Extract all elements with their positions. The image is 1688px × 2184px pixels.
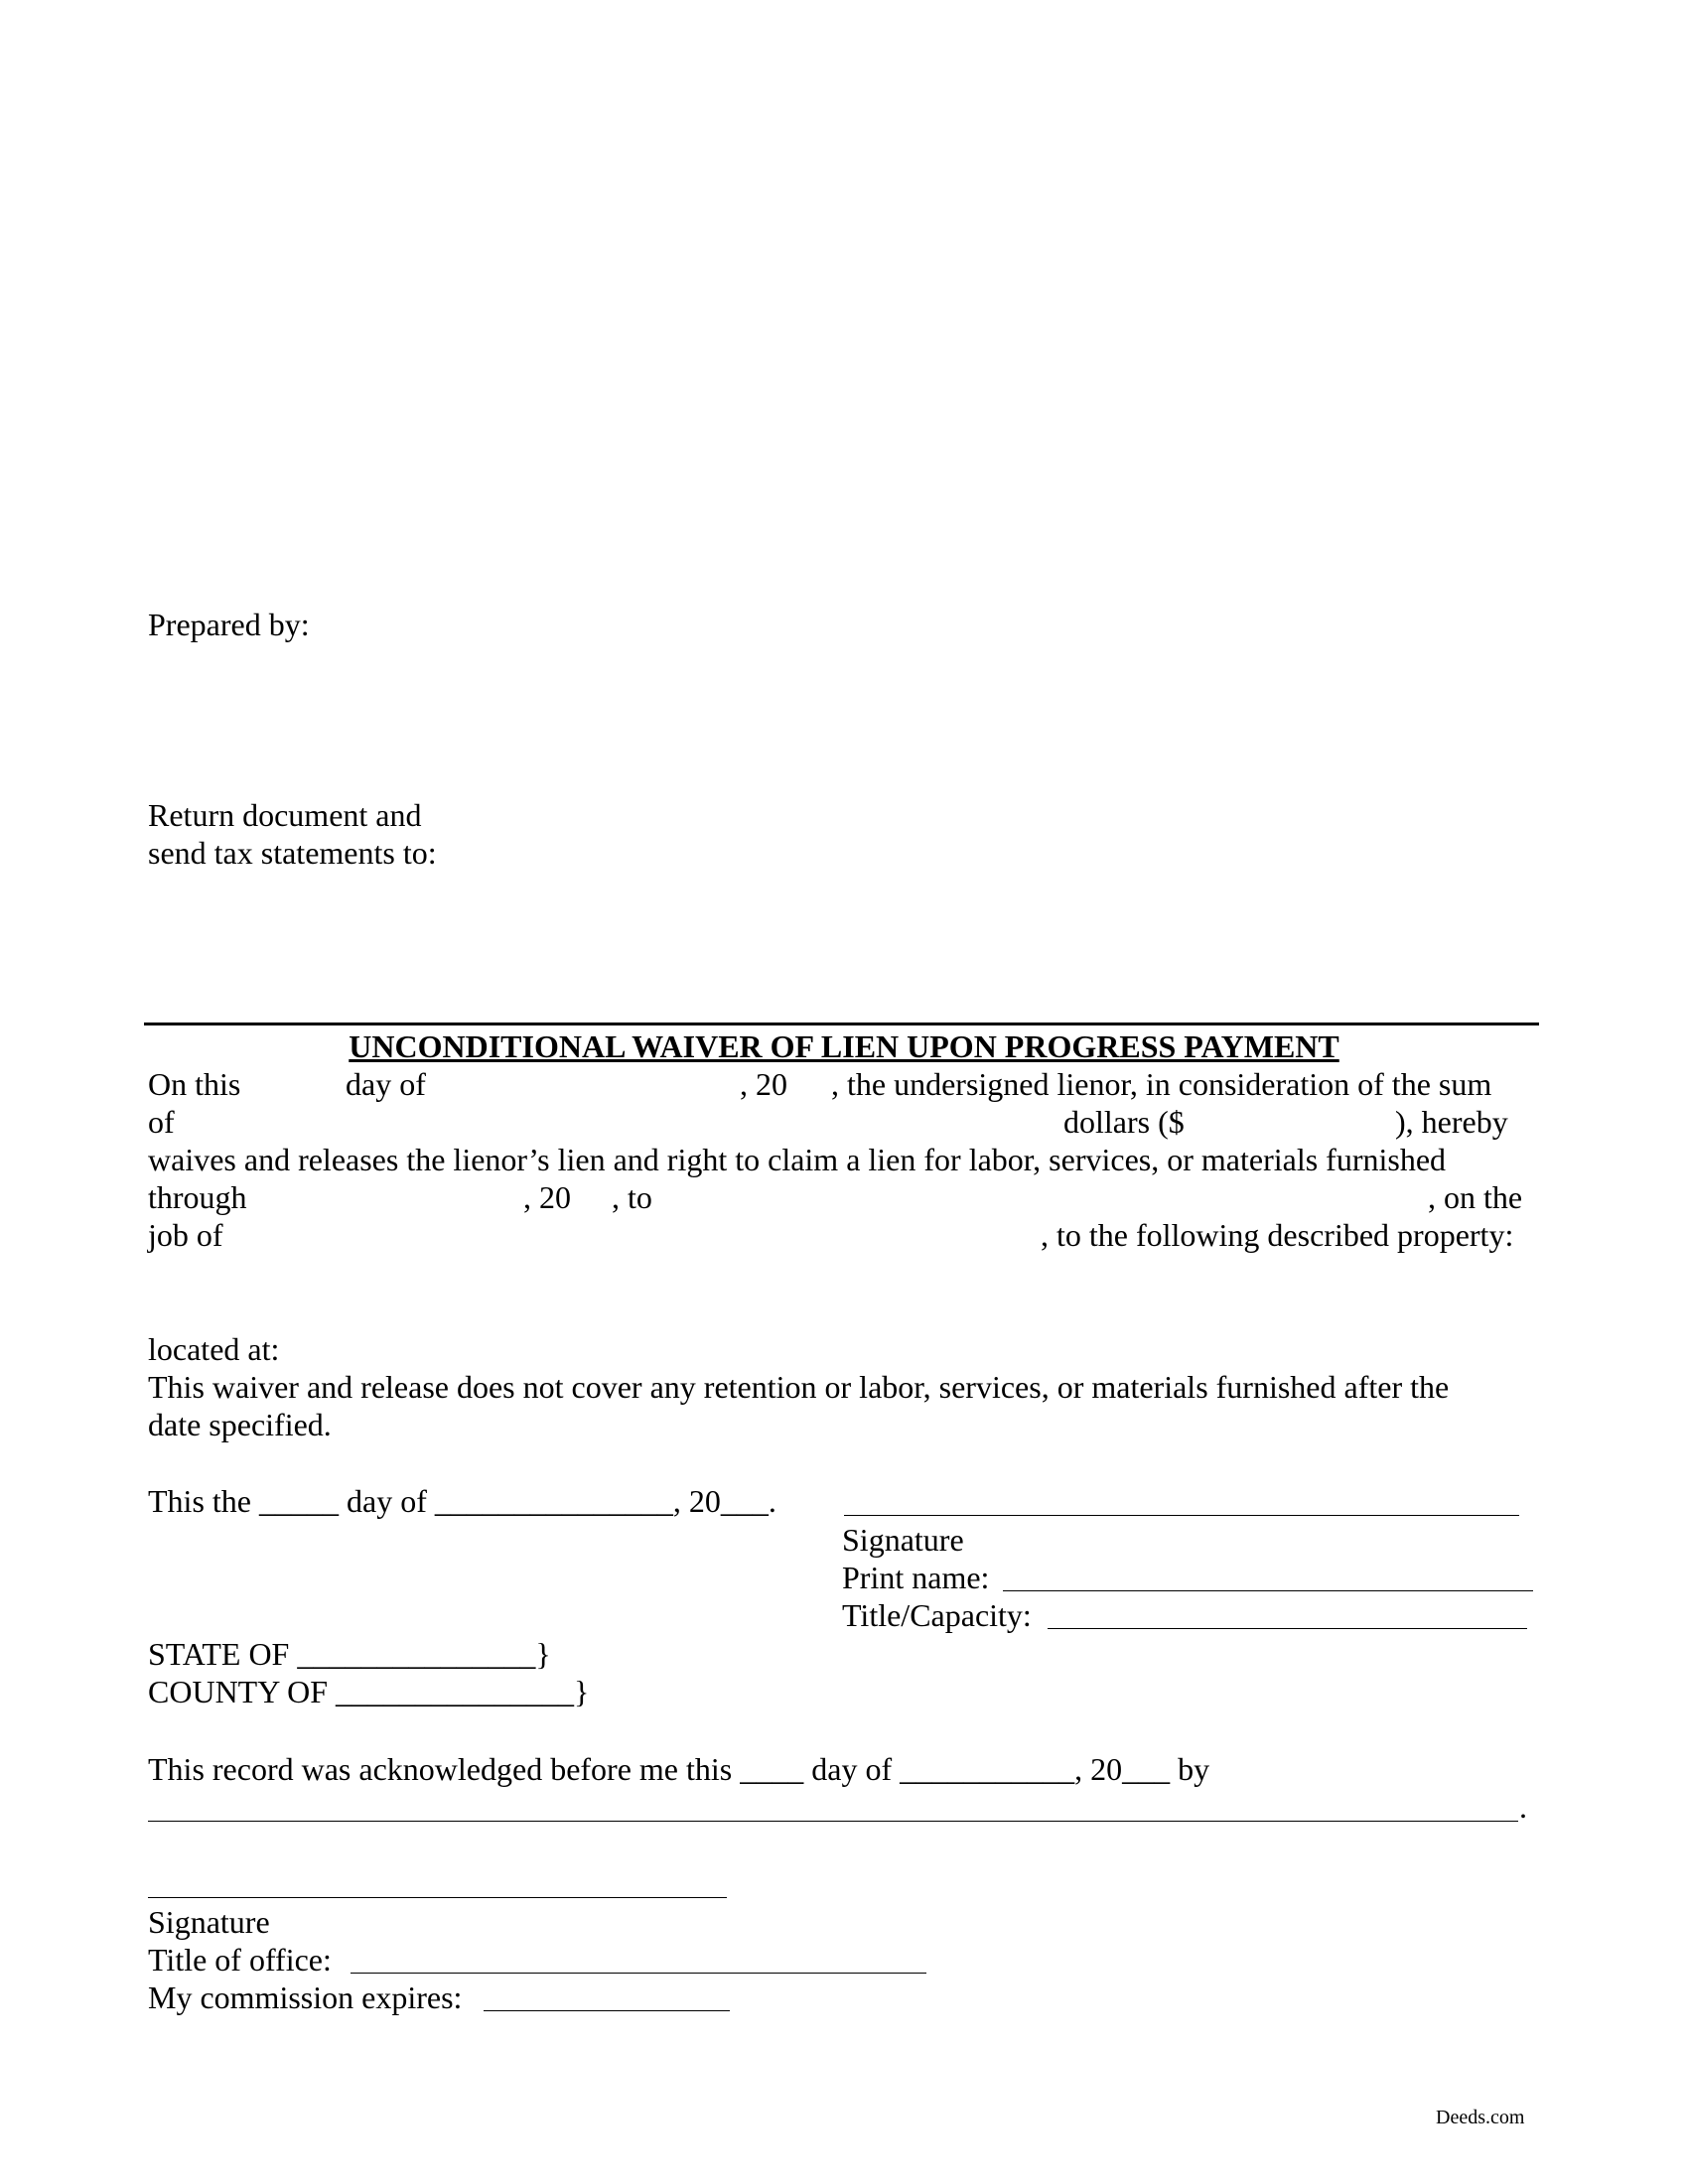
- body-through: through: [148, 1179, 247, 1215]
- execution-date-line: This the _____ day of _______________, 20___.: [148, 1483, 776, 1519]
- title-rule: [144, 1023, 1539, 1025]
- signature-label: Signature: [842, 1522, 964, 1558]
- acknowledgment-period: .: [1519, 1789, 1527, 1825]
- title-capacity-line: [1048, 1628, 1527, 1629]
- county-of-line: COUNTY OF _______________}: [148, 1674, 590, 1709]
- document-title: UNCONDITIONAL WAIVER OF LIEN UPON PROGRESS PAYMENT: [349, 1028, 1339, 1064]
- body-job-of: job of: [148, 1217, 223, 1253]
- title-of-office-label: Title of office:: [148, 1942, 332, 1978]
- acknowledgment-line: This record was acknowledged before me this ____ day of ___________, 20___ by: [148, 1751, 1210, 1787]
- body-dollars: dollars ($: [1063, 1104, 1185, 1140]
- return-document-label-line1: Return document and: [148, 797, 422, 833]
- body-of: of: [148, 1104, 175, 1140]
- print-name-label: Print name:: [842, 1560, 990, 1595]
- title-capacity-label: Title/Capacity:: [842, 1597, 1032, 1633]
- body-year-prefix: , 20: [740, 1066, 787, 1102]
- body-consideration-text: , the undersigned lienor, in consideration of the sum: [831, 1066, 1492, 1102]
- notary-signature-label: Signature: [148, 1904, 270, 1940]
- body-described-property: , to the following described property:: [1041, 1217, 1514, 1253]
- notary-signature-line: [148, 1897, 727, 1898]
- print-name-line: [1003, 1590, 1533, 1591]
- prepared-by-label: Prepared by:: [148, 607, 310, 642]
- signature-line: [844, 1515, 1519, 1516]
- body-waives-text: waives and releases the lienor’s lien and right to claim a lien for labor, services, or materials furnished: [148, 1142, 1447, 1177]
- commission-expires-line: [484, 2010, 730, 2011]
- footer-brand: Deeds.com: [1436, 2107, 1525, 2128]
- body-day-of: day of: [346, 1066, 426, 1102]
- state-of-line: STATE OF _______________}: [148, 1636, 551, 1672]
- body-through-year-prefix: , 20: [523, 1179, 571, 1215]
- commission-expires-label: My commission expires:: [148, 1979, 463, 2015]
- title-of-office-line: [351, 1973, 926, 1974]
- waiver-note-line1: This waiver and release does not cover any retention or labor, services, or materials furnished after the: [148, 1369, 1450, 1405]
- body-to: , to: [612, 1179, 652, 1215]
- waiver-note-line2: date specified.: [148, 1407, 332, 1442]
- body-hereby: ), hereby: [1395, 1104, 1508, 1140]
- located-at-label: located at:: [148, 1331, 280, 1367]
- acknowledged-by-line: [148, 1821, 1518, 1822]
- body-on-the: , on the: [1428, 1179, 1523, 1215]
- body-on-this: On this: [148, 1066, 241, 1102]
- return-document-label-line2: send tax statements to:: [148, 835, 437, 871]
